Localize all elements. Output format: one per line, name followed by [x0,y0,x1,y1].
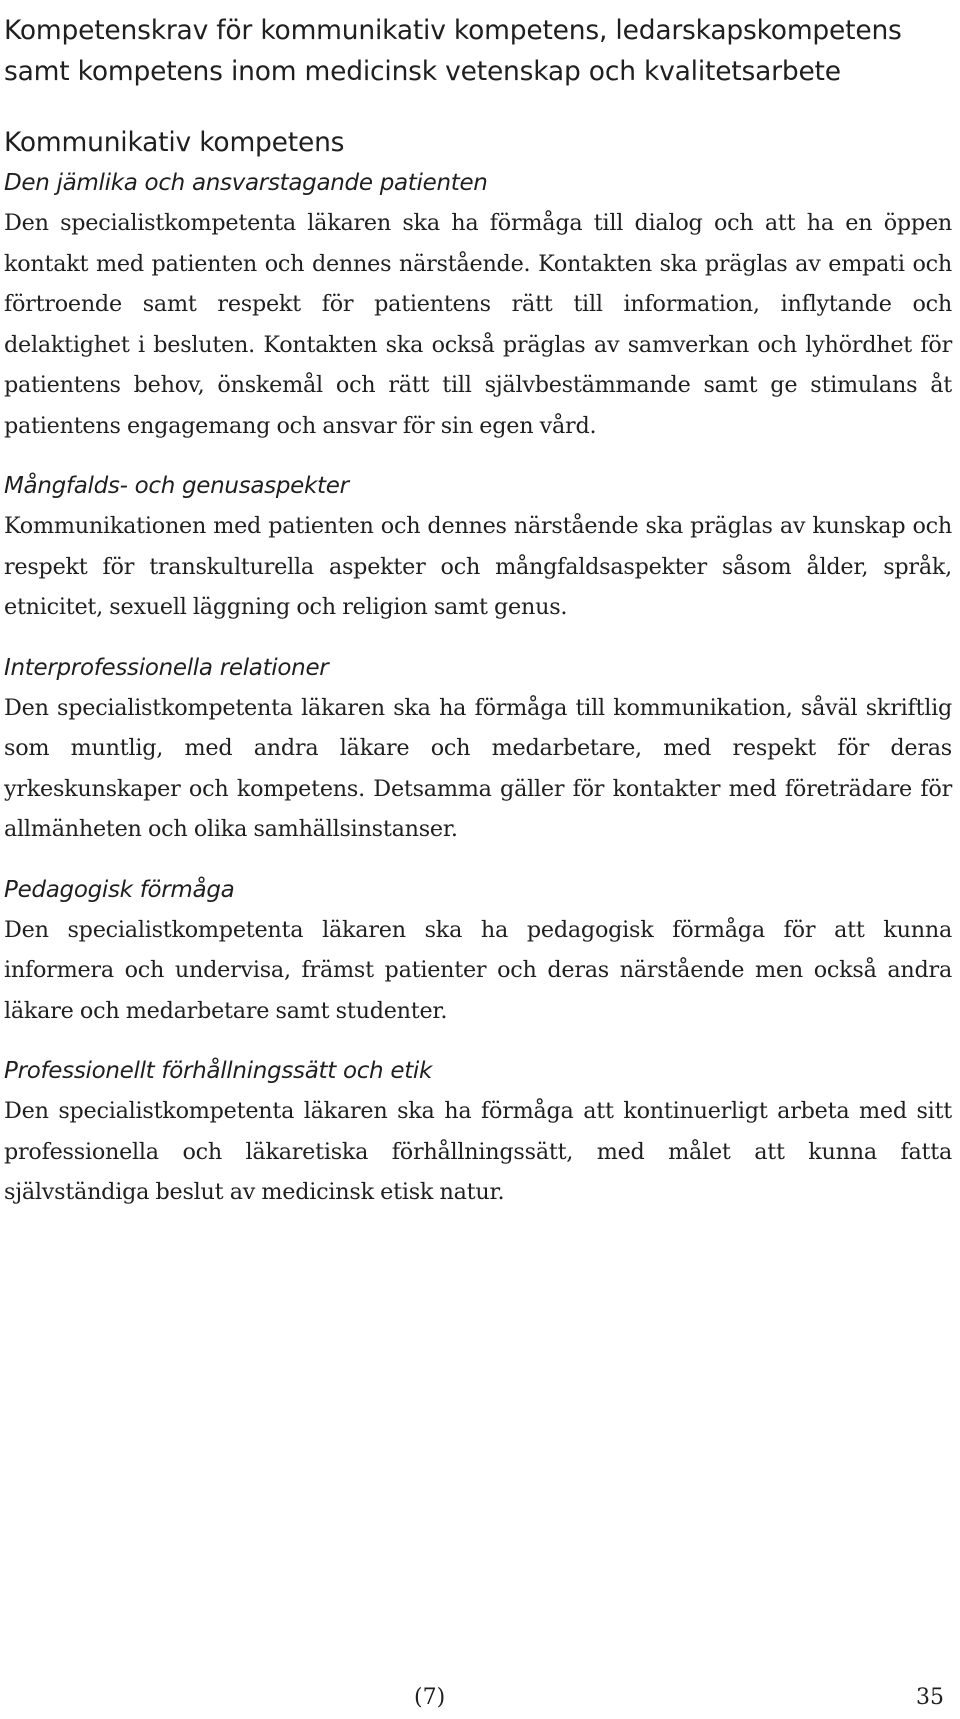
subsection-patient [4,163,952,446]
subsection-paragraph: Den specialistkompetenta läkaren ska ha förmåga till dialog och att ha en öppen kontakt med patienten och dennes närstående. Kontakten ska präglas av empati och förtroende samt respekt för patientens rätt till information, inflytande och delaktighet i besluten. Kontakten ska också präglas av samverkan och lyhördhet för patientens behov, önskemål och rätt till självbestämmande samt ge stimulans åt patientens engagemang och ansvar för sin egen vård. [4,210,952,439]
subsection-interprofessional [4,648,952,850]
section-page-number: (7) [414,1685,446,1710]
section-heading: Kommunikativ kompetens [4,127,345,158]
document-title: Kompetenskrav för kommunikativ kompetens, ledarskapskompetens samt kompetens inom medicinsk vetenskap och kvalitetsarbete [4,15,902,87]
subsection-heading: Den jämlika och ansvarstagande patienten [4,170,488,196]
subsection-pedagogy [4,870,952,1032]
subsection-paragraph: Kommunikationen med patienten och dennes närstående ska präglas av kunskap och respekt för transkulturella aspekter och mångfaldsaspekter såsom ålder, språk, etnicitet, sexuell läggning och religion samt genus. [4,513,952,620]
subsection-heading: Interprofessionella relationer [4,654,329,681]
page-number: 35 [916,1685,944,1710]
document-page [4,10,952,1213]
subsection-heading: Professionellt förhållningssätt och etik [4,1058,433,1084]
subsection-diversity [4,466,952,628]
subsection-paragraph: Den specialistkompetenta läkaren ska ha förmåga till kommunikation, såväl skriftlig som muntlig, med andra läkare och medarbetare, med respekt för deras yrkeskunskaper och kompetens. Detsamma gäller för kontakter med företrädare för allmänheten och olika samhällsinstanser. [4,694,952,842]
page-footer [0,1680,960,1716]
subsection-paragraph: Den specialistkompetenta läkaren ska ha pedagogisk förmåga för att kunna informera och undervisa, främst patienter och deras närstående men också andra läkare och medarbetare samt studenter. [4,916,952,1024]
subsection-ethics [4,1051,952,1213]
subsection-heading: Mångfalds- och genusaspekter [4,473,349,499]
subsection-paragraph: Den specialistkompetenta läkaren ska ha förmåga att kontinuerligt arbeta med sitt professionella och läkaretiska förhållningssätt, med målet att kunna fatta självständiga beslut av medicinsk etisk natur. [4,1098,952,1205]
subsection-heading: Pedagogisk förmåga [4,876,235,903]
